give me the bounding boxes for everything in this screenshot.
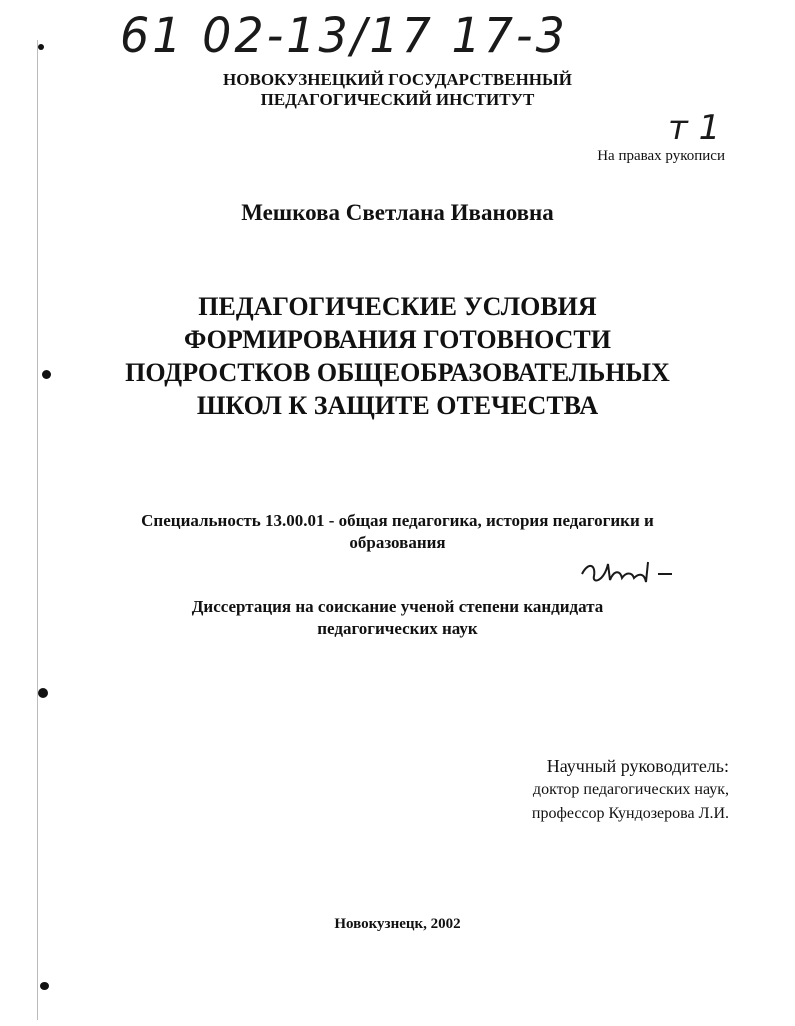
title-line: ПОДРОСТКОВ ОБЩЕОБРАЗОВАТЕЛЬНЫХ xyxy=(125,358,670,387)
supervisor-degree: доктор педагогических наук, xyxy=(532,781,729,798)
specialty-line-2: образования xyxy=(349,533,446,552)
supervisor-name: профессор Кундозерова Л.И. xyxy=(531,805,729,822)
organization-line-2: ПЕДАГОГИЧЕСКИЙ ИНСТИТУТ xyxy=(260,90,535,109)
handwritten-signature xyxy=(580,552,680,597)
handwritten-corner-mark: т 1 xyxy=(668,108,721,148)
author-name: Мешкова Светлана Ивановна xyxy=(241,200,554,225)
dissertation-title xyxy=(0,290,795,422)
degree-line-2: педагогических наук xyxy=(317,619,478,638)
degree-line-1: Диссертация на соискание ученой степени кандидата xyxy=(191,597,604,616)
specialty xyxy=(0,510,795,554)
rights-note: На правах рукописи xyxy=(597,148,725,164)
handwritten-archive-number: 61 02-13/17 17-3 xyxy=(120,6,568,64)
supervisor-label: Научный руководитель: xyxy=(546,756,729,776)
supervisor-block xyxy=(532,754,729,826)
scan-speck xyxy=(38,44,44,50)
signature-stroke xyxy=(580,552,680,592)
dissertation-degree xyxy=(0,596,795,640)
scan-speck xyxy=(40,982,49,990)
city-year: Новокузнецк, 2002 xyxy=(334,916,461,932)
scan-speck xyxy=(38,688,48,698)
title-line: ШКОЛ К ЗАЩИТЕ ОТЕЧЕСТВА xyxy=(196,391,599,420)
organization-line-1: НОВОКУЗНЕЦКИЙ ГОСУДАРСТВЕННЫЙ xyxy=(223,70,572,89)
title-line: ФОРМИРОВАНИЯ ГОТОВНОСТИ xyxy=(184,325,611,354)
specialty-line-1: Специальность 13.00.01 - общая педагогика, история педагогики и xyxy=(141,511,654,530)
title-line: ПЕДАГОГИЧЕСКИЕ УСЛОВИЯ xyxy=(198,292,597,321)
